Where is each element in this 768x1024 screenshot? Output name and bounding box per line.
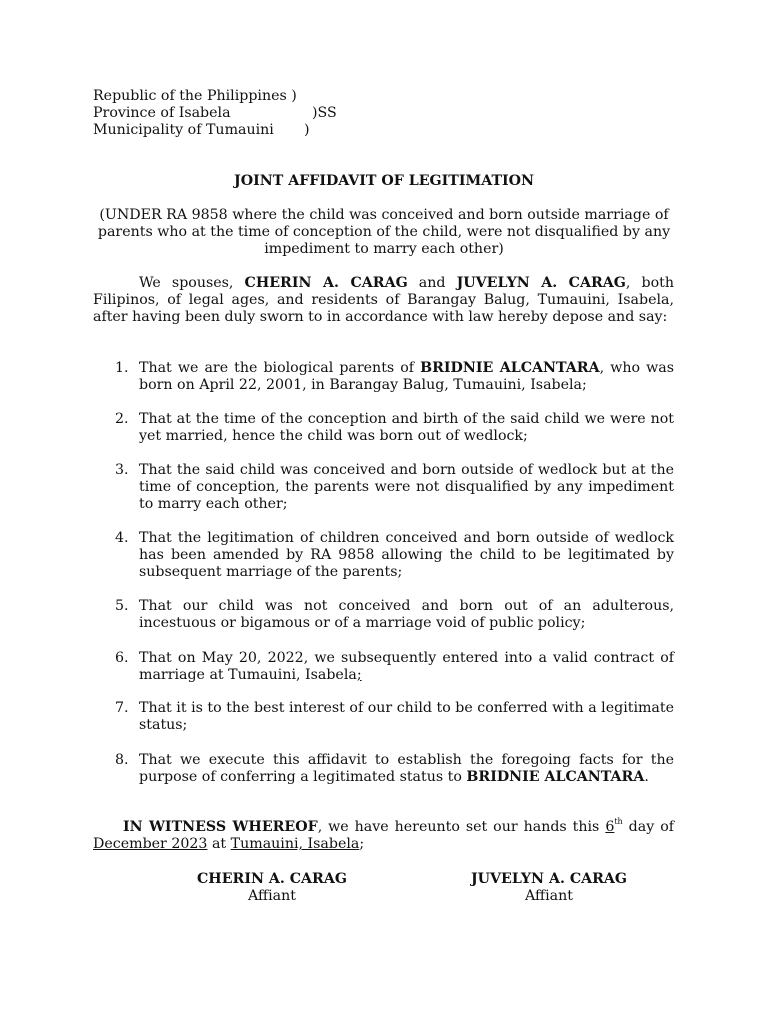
signatory-name: JUVELYN A. CARAG xyxy=(470,871,628,887)
list-item: 2. That at the time of the conception and birth of the said child we were not yet married, hence the child was born out of wedlock; xyxy=(115,411,674,444)
document-subtitle: (UNDER RA 9858 where the child was conceived and born outside marriage of parents who at the time of conception of the child, were not disqualified by any impediment to marry each other) xyxy=(97,207,671,257)
witness-paragraph: IN WITNESS WHEREOF, we have hereunto set our hands this 6th day of December 2023 at Tumauini, Isabela; xyxy=(93,817,675,852)
venue-municipality: Municipality of Tumauini ) xyxy=(93,122,310,138)
signature-block-1 xyxy=(152,871,392,905)
list-item: 5. That our child was not conceived and born out of an adulterous, incestuous or bigamous or of a marriage void of public policy; xyxy=(115,598,674,631)
list-item: 6. That on May 20, 2022, we subsequently entered into a valid contract of marriage at Tumauini, Isabela; xyxy=(115,650,674,683)
affiant-name-1: CHERIN A. CARAG xyxy=(244,275,408,291)
list-item: 7. That it is to the best interest of our child to be conferred with a legitimate status; xyxy=(115,700,674,733)
witness-place: Tumauini, Isabela xyxy=(230,836,360,852)
signature-block-2 xyxy=(429,871,669,905)
affiant-name-2: JUVELYN A. CARAG xyxy=(456,275,626,291)
witness-month-year: December 2023 xyxy=(93,836,208,852)
child-name: BRIDNIE ALCANTARA xyxy=(466,769,645,785)
list-item: 1. That we are the biological parents of BRIDNIE ALCANTARA, who was born on April 22, 2001, in Barangay Balug, Tumauini, Isabela; xyxy=(115,360,674,393)
signatory-role: Affiant xyxy=(525,888,573,904)
signatory-name: CHERIN A. CARAG xyxy=(197,871,347,887)
signatory-role: Affiant xyxy=(248,888,296,904)
list-item: 8. That we execute this affidavit to establish the foregoing facts for the purpose of conferring a legitimated status to BRIDNIE ALCANTARA. xyxy=(115,752,674,785)
intro-paragraph: We spouses, CHERIN A. CARAG and JUVELYN A. CARAG, both Filipinos, of legal ages, and residents of Barangay Balug, Tumauini, Isabela, after having been duly sworn to in accordance with law hereby depose and say: xyxy=(93,275,674,325)
venue-block xyxy=(93,88,337,139)
venue-republic: Republic of the Philippines ) xyxy=(93,88,297,104)
list-item: 3. That the said child was conceived and born outside of wedlock but at the time of conception, the parents were not disqualified by any impediment to marry each other; xyxy=(115,462,674,512)
venue-province: Province of Isabela )SS xyxy=(93,105,337,121)
document-title: JOINT AFFIDAVIT OF LEGITIMATION xyxy=(234,173,534,189)
child-name: BRIDNIE ALCANTARA xyxy=(420,360,600,376)
witness-day: 6 xyxy=(605,819,615,835)
list-item: 4. That the legitimation of children conceived and born outside of wedlock has been amended by RA 9858 allowing the child to be legitimated by subsequent marriage of the parents; xyxy=(115,530,674,580)
